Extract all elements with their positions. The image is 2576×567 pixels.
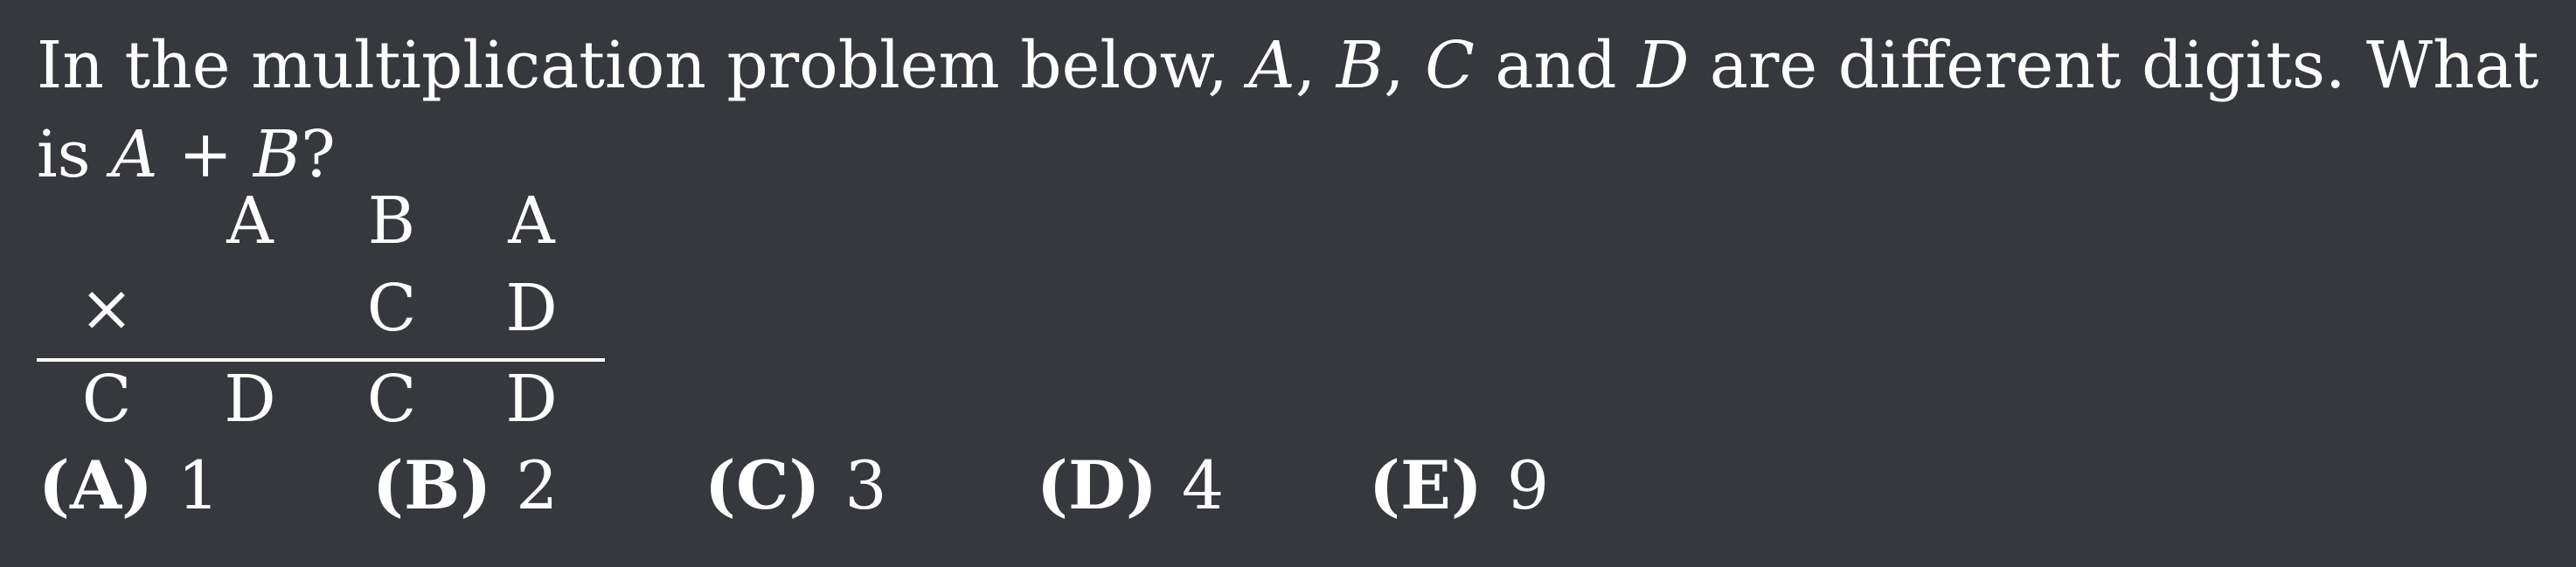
choice-c-value: 3 <box>844 446 887 524</box>
sum-var-b: B <box>253 117 302 192</box>
plus-sign: + <box>157 117 253 192</box>
choice-a[interactable] <box>38 446 220 524</box>
product-digit-4: D <box>505 362 558 437</box>
var-c: C <box>1425 28 1475 103</box>
is-text: is <box>37 117 112 192</box>
choice-e-value: 9 <box>1506 446 1550 524</box>
choice-a-label: (A) <box>38 446 153 524</box>
multiplier-digit-2: D <box>505 271 558 346</box>
question-mark: ? <box>301 117 336 192</box>
product-digit-2: D <box>224 362 276 437</box>
var-a: A <box>1248 28 1295 103</box>
multiplier-digit-1: C <box>366 271 417 346</box>
choice-d-value: 4 <box>1181 446 1225 524</box>
choice-e[interactable] <box>1369 446 1550 524</box>
product-digit-1: C <box>81 362 132 437</box>
var-b: B <box>1336 28 1385 103</box>
choice-b-value: 2 <box>516 446 559 524</box>
comma-2: , <box>1384 28 1426 103</box>
multiplicand-digit-3: A <box>508 183 555 259</box>
and-text: and <box>1474 28 1638 103</box>
question-line-1 <box>37 28 2539 103</box>
choice-a-value: 1 <box>177 446 220 524</box>
multiplicand-digit-1: A <box>226 183 274 259</box>
multiplicand-digit-2: B <box>367 183 416 259</box>
question-line-2 <box>37 117 336 192</box>
sum-var-a: A <box>111 117 158 192</box>
choice-c[interactable] <box>705 446 887 524</box>
choice-c-label: (C) <box>705 446 821 524</box>
choice-e-label: (E) <box>1369 446 1482 524</box>
question-intro: In the multiplication problem below, <box>37 28 1249 103</box>
comma-1: , <box>1295 28 1337 103</box>
choice-b-label: (B) <box>372 446 492 524</box>
times-sign: × <box>79 271 134 346</box>
choice-b[interactable] <box>372 446 559 524</box>
product-digit-3: C <box>366 362 417 437</box>
choice-d-label: (D) <box>1037 446 1157 524</box>
choice-d[interactable] <box>1037 446 1225 524</box>
question-line-1-end: are different digits. What <box>1689 28 2539 103</box>
var-d: D <box>1637 28 1690 103</box>
